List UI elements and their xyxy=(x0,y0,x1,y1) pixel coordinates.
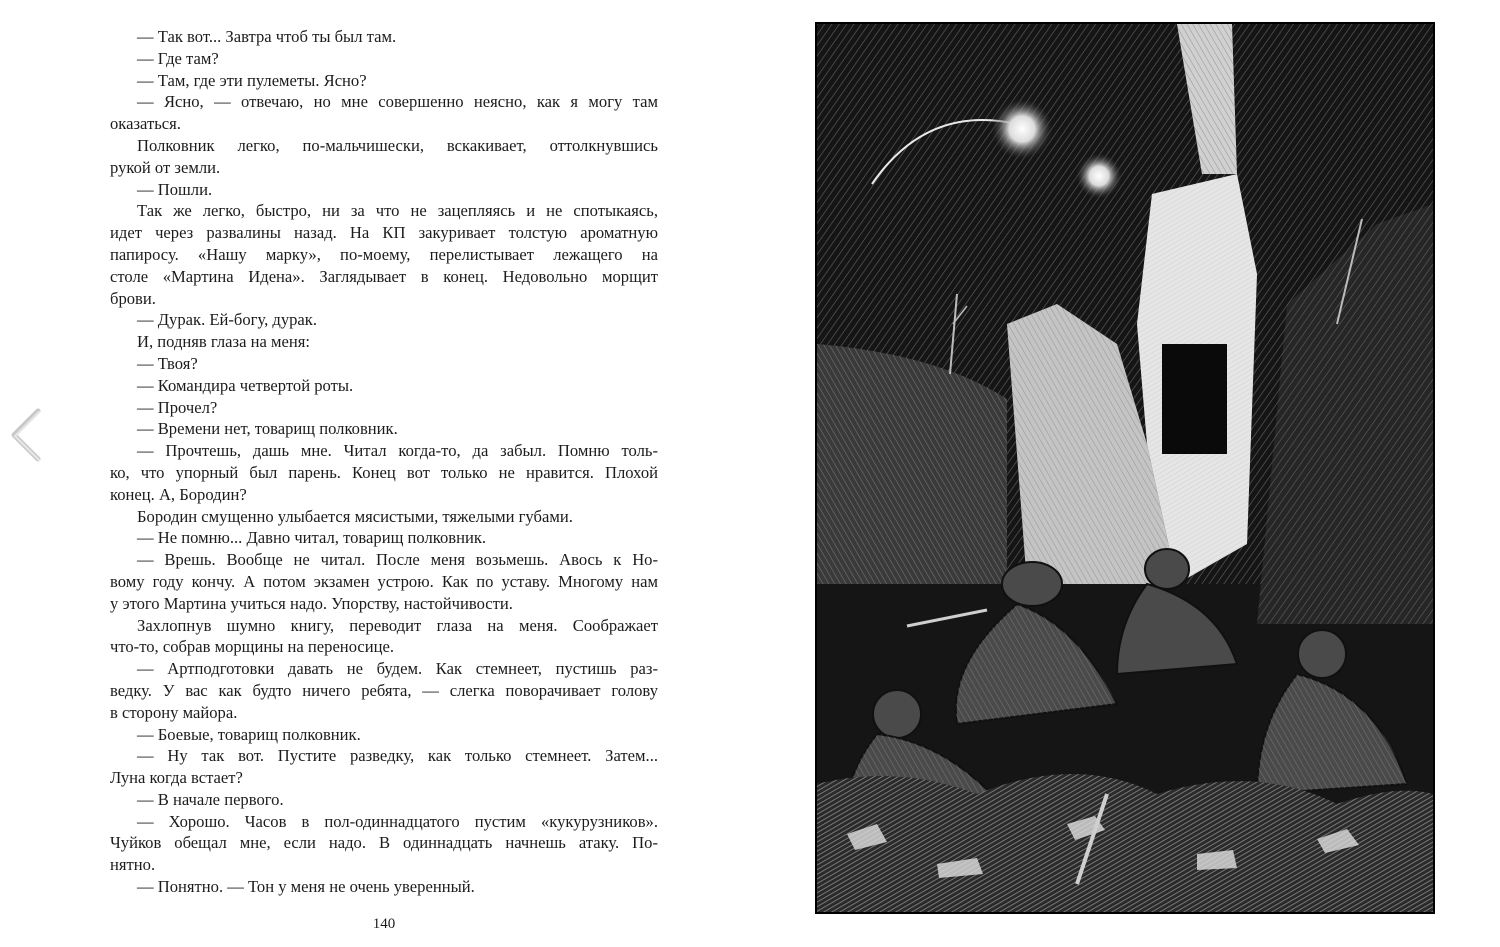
right-page xyxy=(815,22,1435,914)
text-line: нятно. xyxy=(110,855,156,875)
text-line: — Хорошо. Часов в пол-одиннадцатого пустим «кукурузников». xyxy=(137,811,658,831)
text-line: — Твоя? xyxy=(137,353,198,373)
illustration xyxy=(815,22,1435,914)
text-line: рукой от земли. xyxy=(110,157,221,177)
text-line: — Прочтешь, дашь мне. Читал когда-то, да забыл. Помню толь- xyxy=(137,441,658,461)
text-line: Захлопнув шумно книгу, переводит глаза на меня. Соображает xyxy=(137,615,658,635)
chevron-left-icon xyxy=(6,405,44,465)
text-line: — Ясно, — отвечаю, но мне совершенно неясно, как я могу там xyxy=(137,92,658,112)
text-line: в сторону майора. xyxy=(110,702,238,722)
prev-page-button[interactable] xyxy=(6,405,44,465)
text-line: Чуйков обещал мне, если надо. В одиннадцать начнешь атаку. По- xyxy=(110,833,658,853)
text-line: папиросу. «Нашу марку», по-моему, перелистывает лежащего на xyxy=(110,244,658,264)
text-line: — Где там? xyxy=(137,48,219,68)
text-line: — В начале первого. xyxy=(137,789,284,809)
text-line: ведку. У вас как будто ничего ребята, — слегка поворачивает голову xyxy=(110,680,658,700)
text-line: что-то, собрав морщины на переносице. xyxy=(110,637,395,657)
text-line: Полковник легко, по-мальчишески, вскакивает, оттолкнувшись xyxy=(137,135,658,155)
text-line: — Прочел? xyxy=(137,397,218,417)
text-line: Бородин смущенно улыбается мясистыми, тяжелыми губами. xyxy=(137,506,573,526)
text-line: конец. А, Бородин? xyxy=(110,484,247,504)
text-line: — Командира четвертой роты. xyxy=(137,375,354,395)
engraving-illustration xyxy=(817,24,1433,912)
text-line: — Так вот... Завтра чтоб ты был там. xyxy=(137,27,397,46)
text-line: — Врешь. Вообще не читал. После меня возьмешь. Авось к Но- xyxy=(137,550,658,570)
text-line: Луна когда встает? xyxy=(110,768,243,788)
text-line: у этого Мартина учиться надо. Упорству, настойчивости. xyxy=(110,593,513,613)
text-line: брови. xyxy=(110,288,156,308)
text-line: — Боевые, товарищ полковник. xyxy=(137,724,361,744)
text-line: оказаться. xyxy=(110,114,181,134)
text-line: Так же легко, быстро, ни за что не зацепляясь и не спотыкаясь, xyxy=(137,201,658,221)
text-line: — Не помню... Давно читал, товарищ полковник. xyxy=(137,528,487,548)
text-line: идет через развалины назад. На КП закуривает толстую ароматную xyxy=(110,223,658,243)
text-line: — Пошли. xyxy=(137,179,213,199)
page-number-label: 140 xyxy=(372,916,396,932)
text-line: — Там, где эти пулеметы. Ясно? xyxy=(137,70,367,90)
text-line: — Артподготовки давать не будем. Как стемнеет, пустишь раз- xyxy=(137,659,658,679)
page-number xyxy=(110,914,658,934)
page-text xyxy=(110,26,658,898)
text-line: — Дурак. Ей-богу, дурак. xyxy=(137,310,318,330)
text-line: ко, что упорный был парень. Конец вот только не нравится. Плохой xyxy=(110,462,658,482)
left-page xyxy=(110,26,658,938)
text-line: И, подняв глаза на меня: xyxy=(137,332,310,352)
text-line: — Ну так вот. Пустите разведку, как только стемнеет. Затем... xyxy=(137,746,658,766)
text-line: столе «Мартина Идена». Заглядывает в конец. Недовольно морщит xyxy=(110,266,658,286)
text-line: — Понятно. — Тон у меня не очень уверенный. xyxy=(137,877,475,897)
text-line: вому году кончу. А потом экзамен устрою. Как по уставу. Многому нам xyxy=(110,571,658,591)
text-line: — Времени нет, товарищ полковник. xyxy=(137,419,398,439)
